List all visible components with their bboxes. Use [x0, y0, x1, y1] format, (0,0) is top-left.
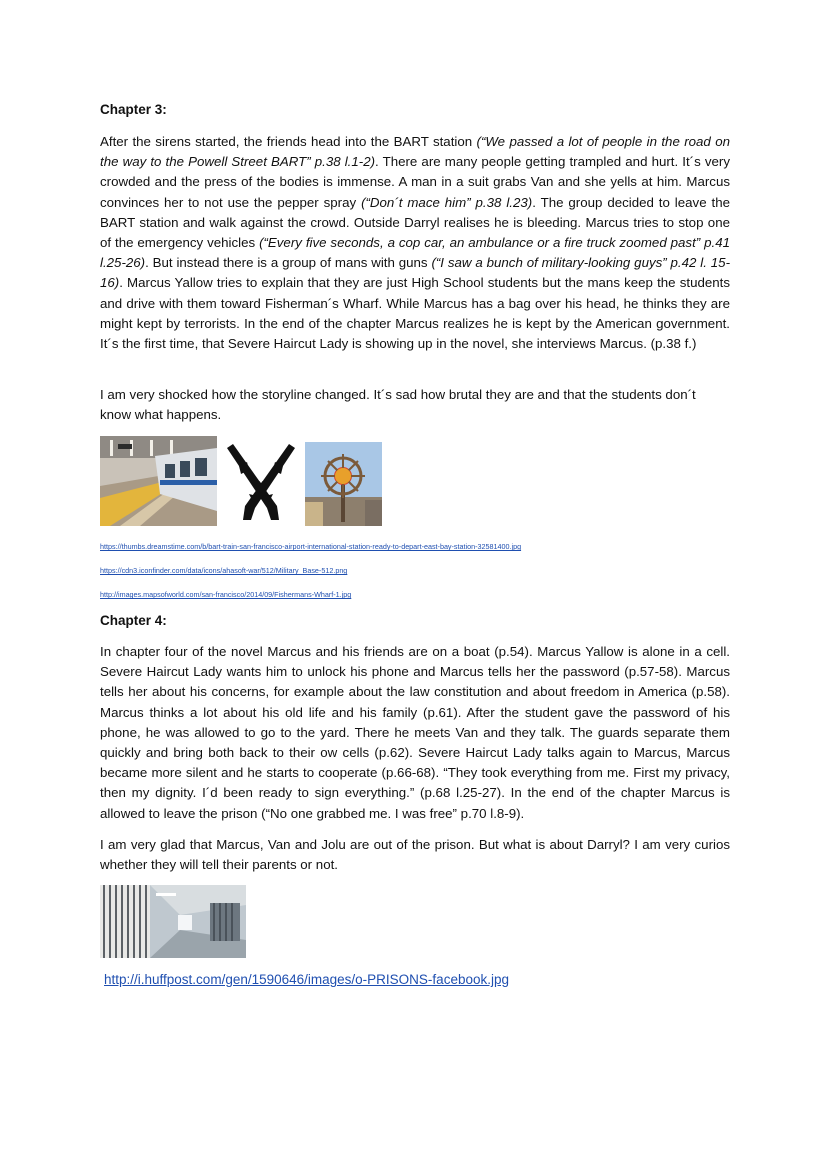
summary-text: . There are many people getting trampled and hurt. It´s very crowded and the press of the bodies is immense. A man in a suit grabs Van and she yells at him. Marcus convinces her to not use the pepper spray [100, 154, 730, 210]
fishermans-wharf-image [305, 442, 382, 526]
summary-text: After the sirens started, the friends head into the BART station [100, 134, 477, 149]
image-source-link[interactable]: https://thumbs.dreamstime.com/b/bart-train-san-francisco-airport-international-station-ready-to-depart-east-bay-station-32581400.jpg [100, 542, 522, 551]
prison-image-source-link[interactable]: http://i.huffpost.com/gen/1590646/images/o-PRISONS-facebook.jpg [104, 972, 509, 987]
chapter3-heading: Chapter 3: [100, 102, 167, 117]
bart-train-image [100, 436, 217, 526]
image-source-link[interactable]: https://cdn3.iconfinder.com/data/icons/ahasoft-war/512/Military_Base-512.png [100, 566, 348, 575]
crossed-rifles-icon [217, 436, 305, 526]
quote: (“Don´t mace him” p.38 l.23) [361, 194, 533, 210]
chapter4-heading: Chapter 4: [100, 613, 167, 628]
summary-text: . The group decided to leave the BART station and walk against the crowd. Outside Darryl realises he is bleeding. Marcus tries to stop one of the emergency vehicles [100, 194, 730, 251]
chapter4-summary: In chapter four of the novel Marcus and his friends are on a boat (p.54). Marcus Yallow is alone in a cell. Severe Haircut Lady wants him to unlock his phone and Marcus tells her the password (p.57-58). Marcus tells her about his concerns, for example about the law constitution and about freedom in America (p.58). Marcus thinks a lot about his old life and his family (p.61). After the student gave the password of his phone, he was allowed to go to the yard. There he meets Van and they talk. The guards separate them quickly and bring both back to their ow cells (p.62). Severe Haircut Lady talks again to Marcus, Marcus became more silent and he starts to cooperate (p.66-68). “They took everything from me. First my privacy, then my dignity. I´d been ready to sign everything.” (p.68 l.25-27). In the end of the chapter Marcus is allowed to leave the prison (“No one grabbed me. I was free” p.70 l.8-9). [100, 644, 730, 821]
summary-text: . But instead there is a group of mans with guns [145, 255, 432, 271]
chapter3-summary [100, 132, 730, 354]
quote: (“Every five seconds, a cop car, an ambulance or a fire truck zoomed past” p.41 l.25-26) [100, 235, 730, 271]
image-source-link[interactable]: http://images.mapsofworld.com/san-francisco/2014/09/Fishermans-Wharf-1.jpg [100, 590, 352, 599]
quote: (“I saw a bunch of military-looking guys” p.42 l. 15-16) [100, 255, 730, 291]
summary-text: . Marcus Yallow tries to explain that they are just High School students but the mans keep the students and drive with them toward Fisherman´s Wharf. While Marcus has a bag over his head, he thinks they are might kept by terrorists. In the end of the chapter Marcus realizes he is kept by the American government. It´s the first time, that Severe Haircut Lady is showing up in the novel, she interviews Marcus. (p.38 f.) [100, 275, 730, 352]
prison-image [100, 885, 246, 958]
chapter3-reflection: I am very shocked how the storyline changed. It´s sad how brutal they are and that the students don´t know what happens. [100, 387, 696, 423]
chapter4-reflection: I am very glad that Marcus, Van and Jolu are out of the prison. But what is about Darryl? I am very curios whether they will tell their parents or not. [100, 837, 730, 873]
quote: (“We passed a lot of people in the road on the way to the Powell Street BART” p.38 l.1-2) [100, 134, 730, 170]
